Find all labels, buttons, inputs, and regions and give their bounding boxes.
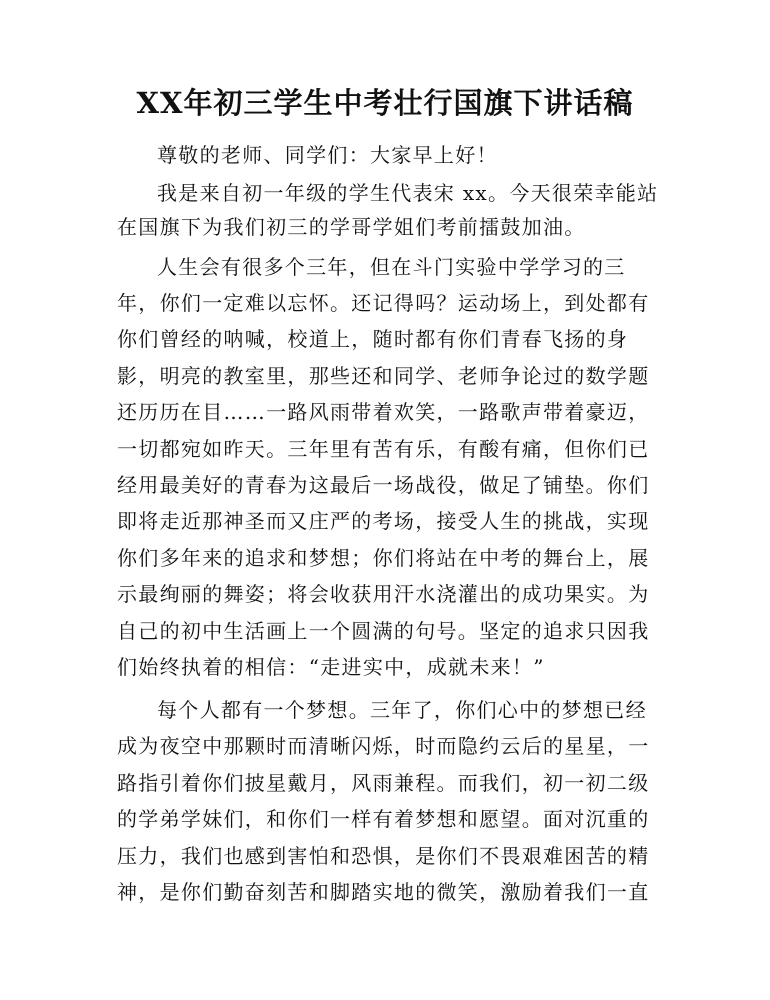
text-line: 人生会有很多个三年，但在斗门实验中学学习的三 (157, 255, 626, 279)
text-line: 一切都宛如昨天。三年里有苦有乐，有酸有痛，但你们已 (117, 437, 650, 461)
text-line-greeting: 尊敬的老师、同学们：大家早上好！ (157, 143, 498, 167)
text-line: 路指引着你们披星戴月，风雨兼程。而我们，初一初二级 (117, 771, 650, 795)
text-line: 自己的初中生活画上一个圆满的句号。坚定的追求只因我 (117, 619, 650, 643)
document-title: XX年初三学生中考壮行国旗下讲话稿 (136, 86, 634, 120)
text-line: 经用最美好的青春为这最后一场战役，做足了铺垫。你们 (117, 473, 650, 497)
text-line: 影，明亮的教室里，那些还和同学、老师争论过的数学题 (117, 364, 650, 388)
text-line: 示最绚丽的舞姿；将会收获用汗水浇灌出的成功果实。为 (117, 582, 650, 606)
text-line: 神，是你们勤奋刻苦和脚踏实地的微笑，激励着我们一直 (117, 880, 650, 904)
text-line: 你们曾经的呐喊，校道上，随时都有你们青春飞扬的身 (117, 327, 629, 351)
text-line: 的学弟学妹们，和你们一样有着梦想和愿望。面对沉重的 (117, 807, 650, 831)
text-line: 每个人都有一个梦想。三年了，你们心中的梦想已经 (157, 698, 647, 722)
text-line: 在国旗下为我们初三的学哥学姐们考前擂鼓加油。 (117, 215, 586, 239)
text-line: 你们多年来的追求和梦想；你们将站在中考的舞台上，展 (117, 546, 650, 570)
text-line: 们始终执着的相信：“走进实中，成就未来！” (117, 655, 545, 679)
text-line: 即将走近那神圣而又庄严的考场，接受人生的挑战，实现 (117, 509, 650, 533)
text-line: 还历历在目……一路风雨带着欢笑，一路歌声带着豪迈， (117, 400, 650, 424)
text-line: 我是来自初一年级的学生代表宋 xx。今天很荣幸能站 (157, 181, 659, 205)
text-line: 压力，我们也感到害怕和恐惧，是你们不畏艰难困苦的精 (117, 844, 650, 868)
text-line: 年，你们一定难以忘怀。还记得吗？运动场上，到处都有 (117, 291, 650, 315)
text-line: 成为夜空中那颗时而清晰闪烁，时而隐约云后的星星，一 (117, 734, 650, 758)
